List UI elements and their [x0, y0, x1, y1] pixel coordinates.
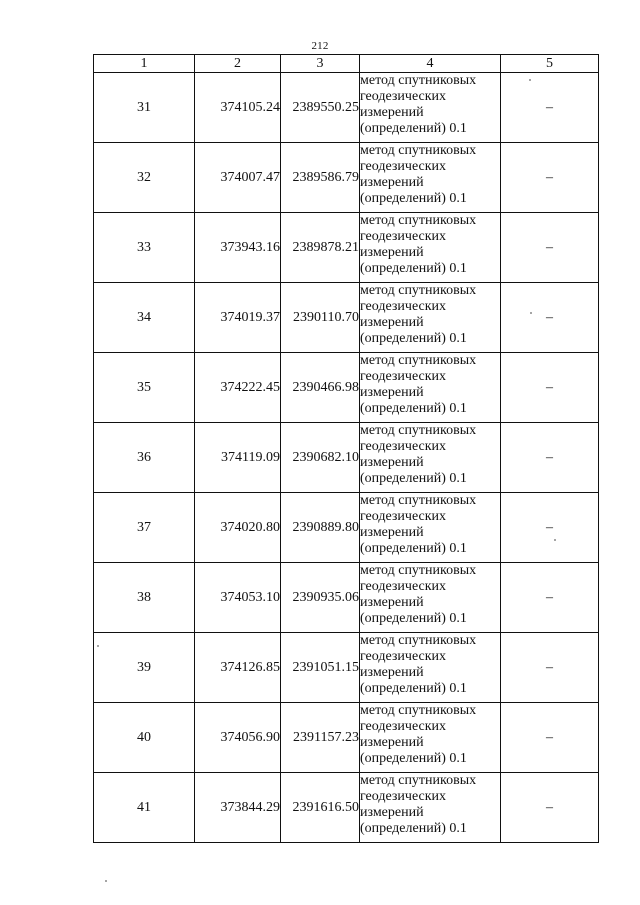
y-coordinate-cell: 2389550.25: [281, 73, 360, 143]
x-coordinate-cell: 374020.80: [195, 493, 281, 563]
x-coordinate-cell: 373844.29: [195, 773, 281, 843]
column-5-cell: –: [501, 493, 599, 563]
point-number-cell: 40: [94, 703, 195, 773]
scan-speck: [97, 645, 99, 647]
method-cell: метод спутниковых геодезических измерений (определений) 0.1: [360, 563, 501, 633]
method-cell: метод спутниковых геодезических измерений (определений) 0.1: [360, 773, 501, 843]
point-number-cell: 36: [94, 423, 195, 493]
column-5-cell: –: [501, 73, 599, 143]
x-coordinate-cell: 373943.16: [195, 213, 281, 283]
y-coordinate-cell: 2391157.23: [281, 703, 360, 773]
x-coordinate-cell: 374126.85: [195, 633, 281, 703]
y-coordinate-cell: 2390682.10: [281, 423, 360, 493]
y-coordinate-cell: 2391051.15: [281, 633, 360, 703]
column-5-cell: –: [501, 703, 599, 773]
point-number-cell: 37: [94, 493, 195, 563]
page-number: 212: [311, 40, 329, 52]
scan-speck: [529, 79, 531, 81]
column-5-cell: –: [501, 143, 599, 213]
method-cell: метод спутниковых геодезических измерений (определений) 0.1: [360, 493, 501, 563]
column-5-cell: –: [501, 213, 599, 283]
table-row: [94, 423, 599, 493]
method-cell: метод спутниковых геодезических измерений (определений) 0.1: [360, 633, 501, 703]
column-5-cell: –: [501, 353, 599, 423]
table-row: [94, 773, 599, 843]
x-coordinate-cell: 374019.37: [195, 283, 281, 353]
x-coordinate-cell: 374056.90: [195, 703, 281, 773]
column-header-2: 2: [195, 55, 281, 73]
column-5-cell: –: [501, 633, 599, 703]
point-number-cell: 34: [94, 283, 195, 353]
coordinates-table: [93, 54, 599, 843]
table-row: [94, 633, 599, 703]
table-row: [94, 703, 599, 773]
table-header-row: [94, 55, 599, 73]
x-coordinate-cell: 374222.45: [195, 353, 281, 423]
y-coordinate-cell: 2389878.21: [281, 213, 360, 283]
column-header-4: 4: [360, 55, 501, 73]
method-cell: метод спутниковых геодезических измерений (определений) 0.1: [360, 353, 501, 423]
y-coordinate-cell: 2390935.06: [281, 563, 360, 633]
y-coordinate-cell: 2390110.70: [281, 283, 360, 353]
column-header-1: 1: [94, 55, 195, 73]
table-row: [94, 563, 599, 633]
method-cell: метод спутниковых геодезических измерений (определений) 0.1: [360, 213, 501, 283]
method-cell: метод спутниковых геодезических измерений (определений) 0.1: [360, 283, 501, 353]
point-number-cell: 31: [94, 73, 195, 143]
y-coordinate-cell: 2391616.50: [281, 773, 360, 843]
scan-speck: [554, 539, 556, 541]
x-coordinate-cell: 374053.10: [195, 563, 281, 633]
column-5-cell: –: [501, 423, 599, 493]
point-number-cell: 35: [94, 353, 195, 423]
table-row: [94, 73, 599, 143]
x-coordinate-cell: 374119.09: [195, 423, 281, 493]
method-cell: метод спутниковых геодезических измерений (определений) 0.1: [360, 73, 501, 143]
table-row: [94, 493, 599, 563]
method-cell: метод спутниковых геодезических измерений (определений) 0.1: [360, 423, 501, 493]
table-row: [94, 143, 599, 213]
column-header-3: 3: [281, 55, 360, 73]
y-coordinate-cell: 2389586.79: [281, 143, 360, 213]
x-coordinate-cell: 374105.24: [195, 73, 281, 143]
scan-speck: [105, 880, 107, 882]
method-cell: метод спутниковых геодезических измерений (определений) 0.1: [360, 143, 501, 213]
y-coordinate-cell: 2390466.98: [281, 353, 360, 423]
column-5-cell: –: [501, 773, 599, 843]
point-number-cell: 33: [94, 213, 195, 283]
method-cell: метод спутниковых геодезических измерений (определений) 0.1: [360, 703, 501, 773]
table-row: [94, 213, 599, 283]
scan-speck: [530, 312, 532, 314]
point-number-cell: 38: [94, 563, 195, 633]
table-row: [94, 353, 599, 423]
table-row: [94, 283, 599, 353]
x-coordinate-cell: 374007.47: [195, 143, 281, 213]
column-header-5: 5: [501, 55, 599, 73]
point-number-cell: 41: [94, 773, 195, 843]
column-5-cell: –: [501, 563, 599, 633]
point-number-cell: 39: [94, 633, 195, 703]
column-5-cell: –: [501, 283, 599, 353]
y-coordinate-cell: 2390889.80: [281, 493, 360, 563]
point-number-cell: 32: [94, 143, 195, 213]
